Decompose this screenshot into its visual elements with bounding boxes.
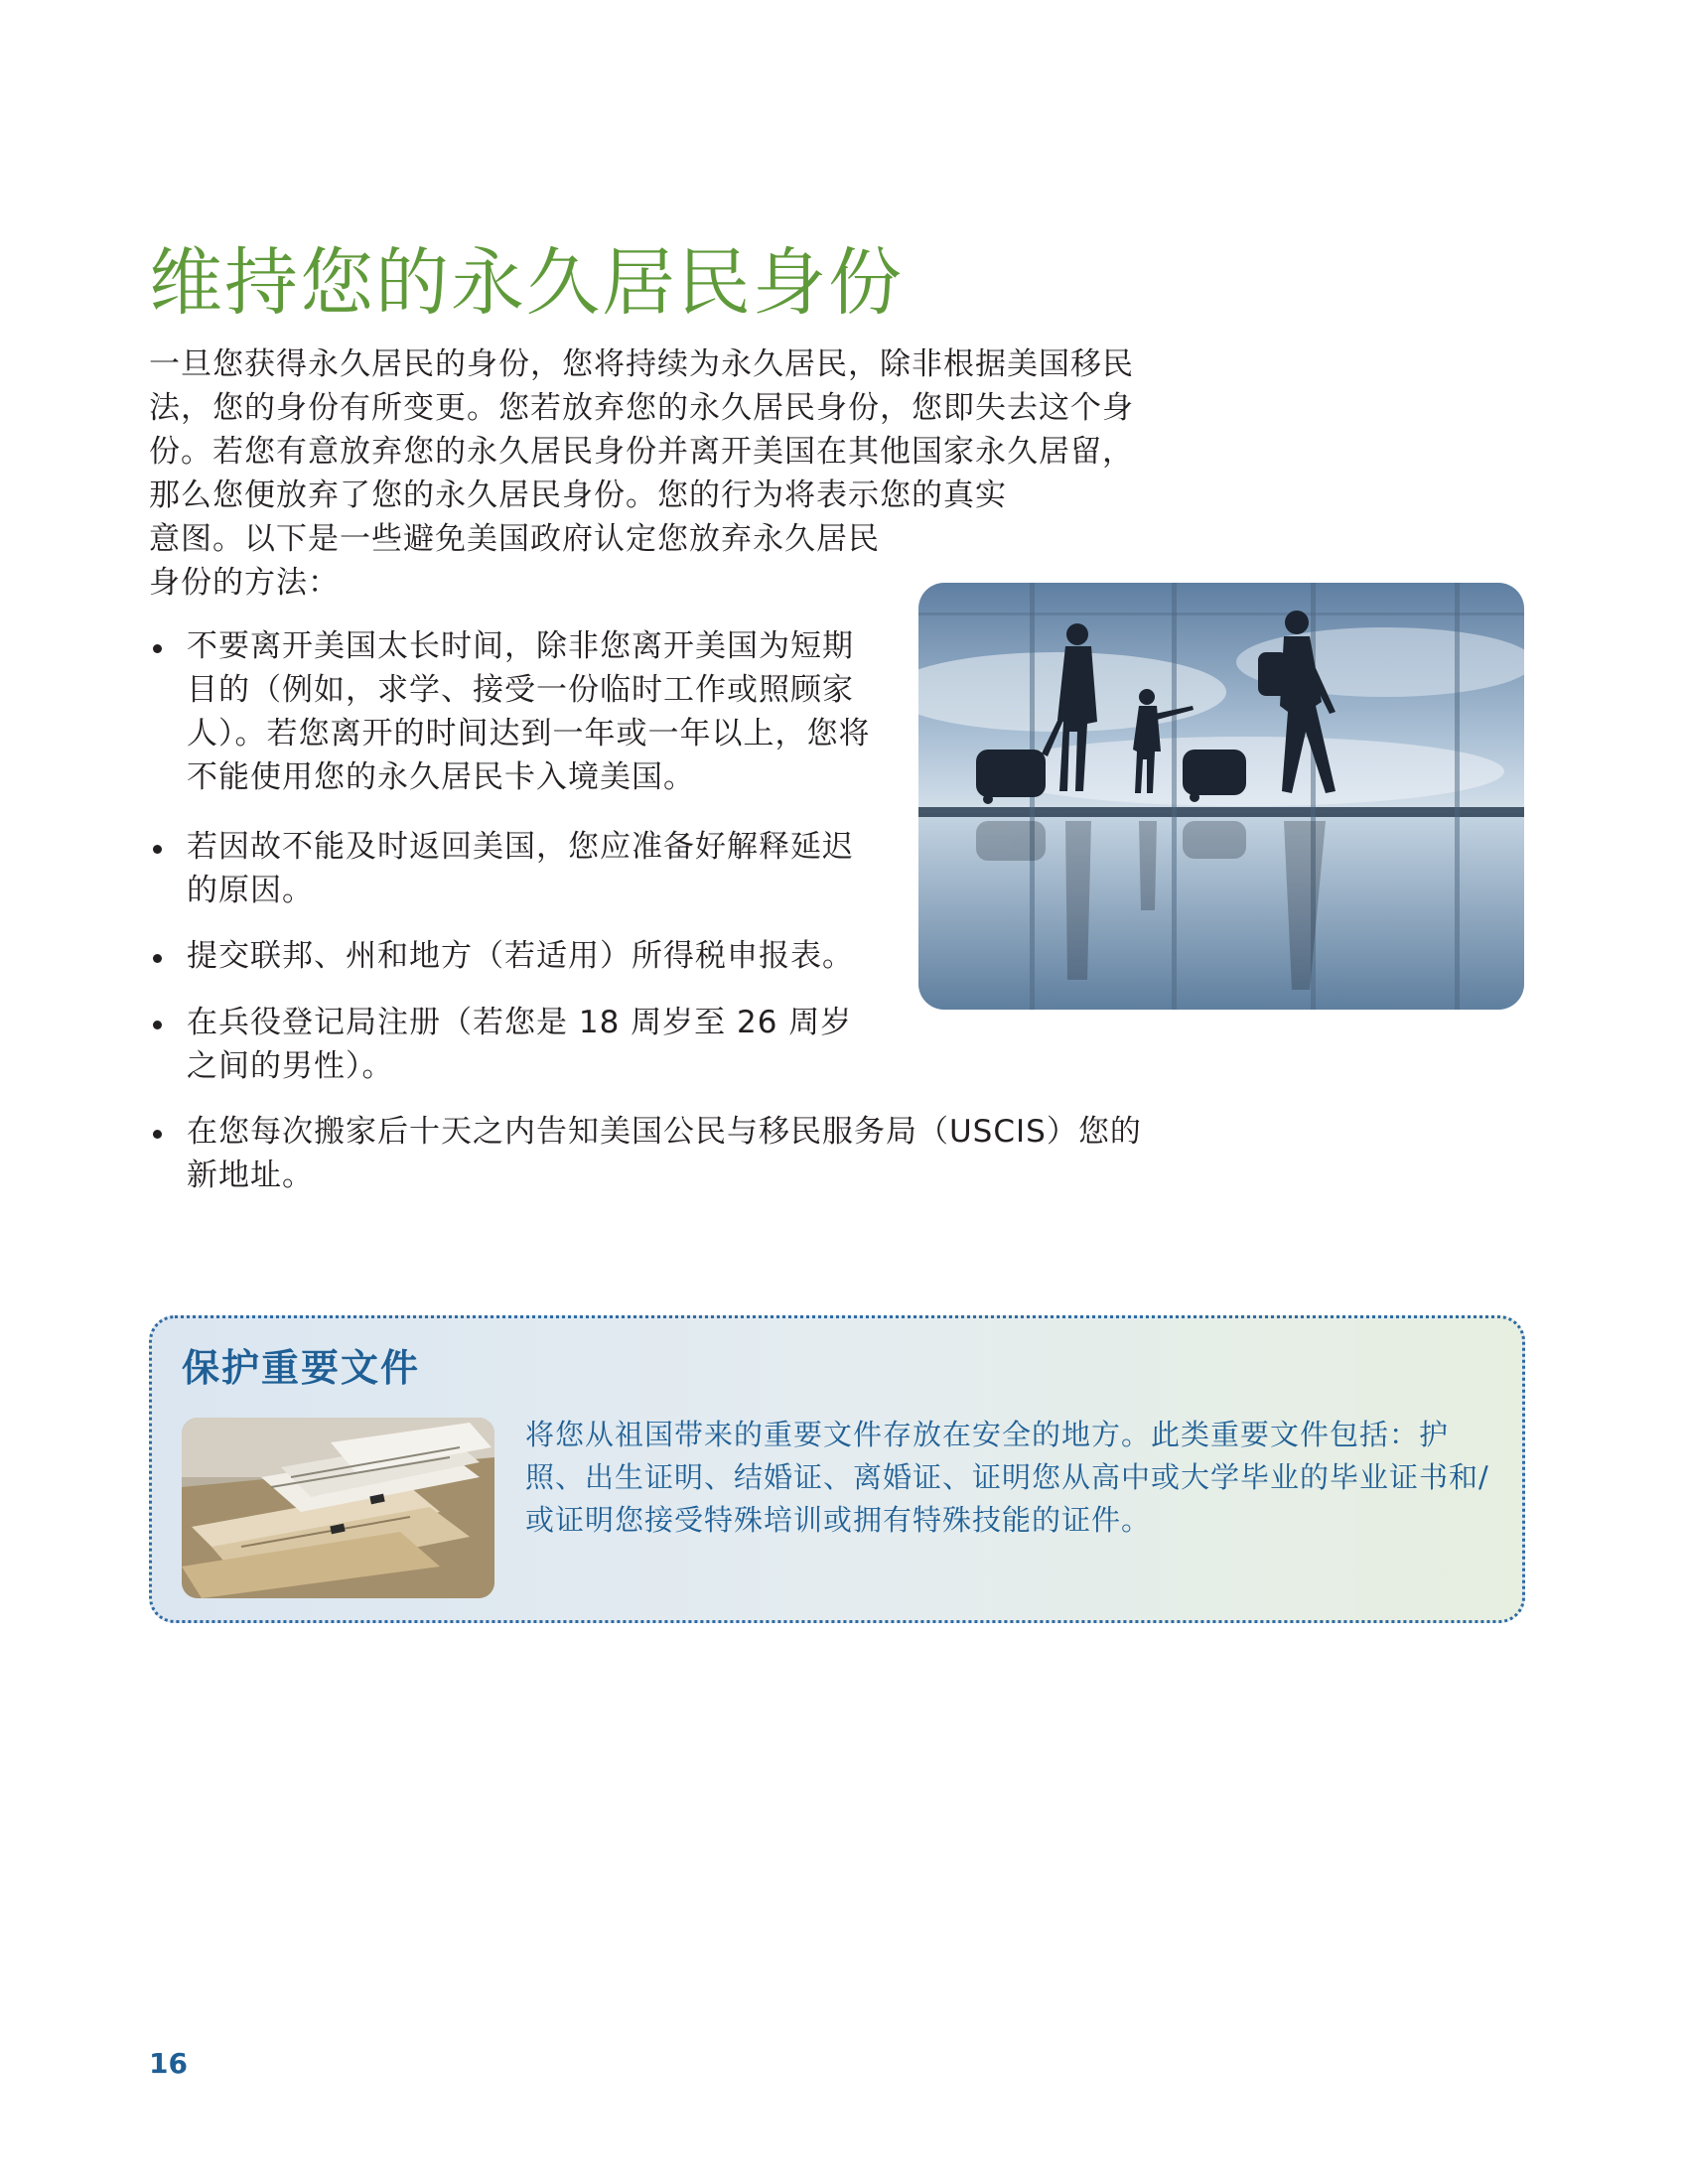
bullet-icon [153,1021,162,1029]
list-item-text: 在兵役登记局注册（若您是 18 周岁至 26 周岁之间的男性）。 [187,1005,853,1084]
bullet-icon [153,845,162,854]
intro-paragraph: 一旦您获得永久居民的身份，您将持续为永久居民，除非根据美国移民法，您的身份有所变更。您若放弃您的永久居民身份，您即失去这个身份。若您有意放弃您的永久居民身份并离开美国在其他国家永久居留，那么您便放弃了您的永久居民身份。您的行为将表示您的真实 [149,346,1134,513]
bullet-icon [153,644,162,653]
intro-paragraph-continued: 意图。以下是一些避免美国政府认定您放弃永久居民身份的方法： [149,521,880,601]
family-travel-image [918,583,1524,1010]
list-item [149,934,884,978]
callout-title: 保护重要文件 [182,1346,421,1390]
list-item-text: 在您每次搬家后十天之内告知美国公民与移民服务局（USCIS）您的新地址。 [187,1114,1142,1193]
documents-photo [182,1418,494,1598]
list-item-text: 若因故不能及时返回美国，您应准备好解释延迟的原因。 [187,829,854,908]
travel-photo [918,583,1524,1010]
page-number: 16 [149,2047,188,2080]
page-title: 维持您的永久居民身份 [149,240,904,326]
bullet-icon [153,954,162,963]
bullet-icon [153,1130,162,1139]
list-item-text: 提交联邦、州和地方（若适用）所得税申报表。 [187,938,854,974]
list-item [149,624,884,799]
callout-box [149,1315,1525,1623]
paper-stack-image [182,1418,494,1598]
list-item [149,1110,1152,1197]
list-item [149,825,884,912]
callout-text: 将您从祖国带来的重要文件存放在安全的地方。此类重要文件包括：护照、出生证明、结婚证、离婚证、证明您从高中或大学毕业的毕业证书和/或证明您接受特殊培训或拥有特殊技能的证件。 [525,1418,1489,1537]
list-item-text: 不要离开美国太长时间，除非您离开美国为短期目的（例如，求学、接受一份临时工作或照顾家人）。若您离开的时间达到一年或一年以上，您将不能使用您的永久居民卡入境美国。 [187,628,871,795]
list-item [149,1001,884,1088]
